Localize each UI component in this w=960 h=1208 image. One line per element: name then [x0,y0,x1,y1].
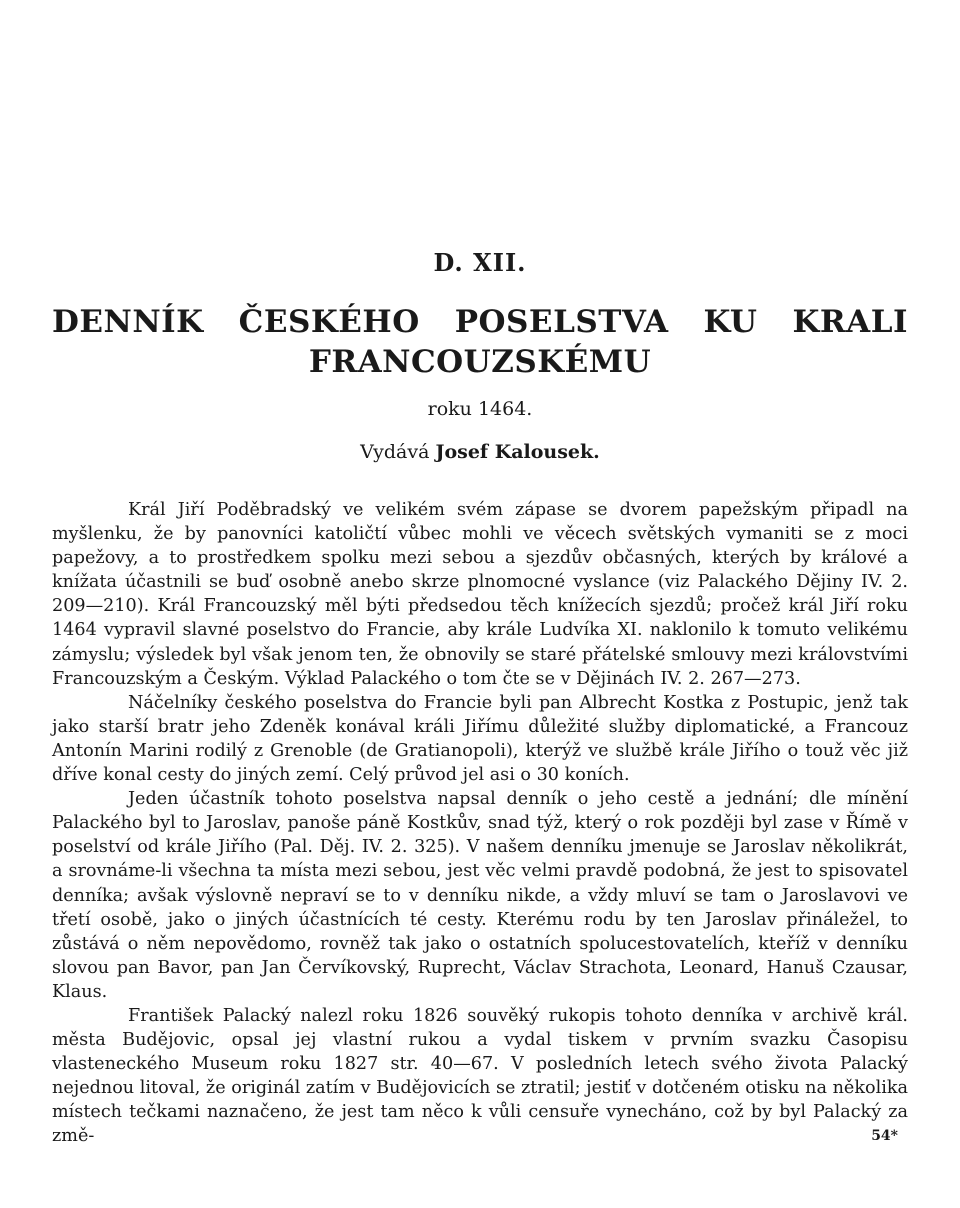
page-number: 54* [871,1128,898,1144]
paragraph: František Palacký nalezl roku 1826 souvěký rukopis tohoto denníka v archivě král. města Budějovic, opsal jej vlastní rukou a vydal tiskem v prvním svazku Časopisu vlasteneckého Museum roku 1827 str. 40—67. V posledních letech svého života Palacký nejednou litoval, že originál zatím v Budějovicích se ztratil; jestiť v dotčeném otisku na několika místech tečkami naznačeno, že jest tam něco k vůli censuře vynecháno, což by byl Palacký za změ- [52,1005,908,1147]
document-title [52,302,908,382]
body-text [52,498,908,1149]
editor-line [0,441,960,463]
editor-prefix: Vydává [360,441,430,463]
paragraph: Král Jiří Poděbradský ve velikém svém zápase se dvorem papežským připadl na myšlenku, že by panovníci katoličtí vůbec mohli ve věcech světských vymaniti se z moci papežovy, a to prostředkem spolku mezi sebou a sjezdův občasných, kterých by králové a knížata účastnili se buď osobně anebo skrze plnomocné vyslance (viz Palackého Dějiny IV. 2. 209—210). Král Francouzský měl býti předsedou těch knížecích sjezdů; pročež král Jiří roku 1464 vypravil slavné poselstvo do Francie, aby krále Ludvíka XI. naklonilo k tomuto velikému zámyslu; výsledek byl však jenom ten, že obnovily se staré přátelské smlouvy mezi královstvími Francouzským a Českým. Výklad Palackého o tom čte se v Dějinách IV. 2. 267—273. [52,500,908,689]
paragraph: Náčelníky českého poselstva do Francie byli pan Albrecht Kostka z Postupic, jenž tak jako starší bratr jeho Zdeněk konával králi Jiřímu důležité služby diplomatické, a Francouz Antonín Marini rodilý z Grenoble (de Gratianopoli), kterýž ve službě krále Jiřího o touž věc již dříve konal cesty do jiných zemí. Celý průvod jel asi o 30 koních. [52,692,908,786]
editor-name: Josef Kalousek. [435,441,600,463]
title-line-1: DENNÍK ČESKÉHO POSELSTVA KU KRALI [52,304,908,340]
paragraph: Jeden účastník tohoto poselstva napsal denník o jeho cestě a jednání; dle mínění Palackého byl to Jaroslav, panoše páně Kostkův, snad týž, který o rok později byl zase v Římě v poselství od krále Jiřího (Pal. Děj. IV. 2. 325). V našem denníku jmenuje se Jaroslav několikrát, a srovnáme-li všechna ta místa mezi sebou, jest věc velmi pravdě podobná, že jest to spisovatel denníka; avšak výslovně nepraví se to v denníku nikde, a vždy mluví se tam o Jaroslavovi ve třetí osobě, jako o jiných účastnících té cesty. Kterému rodu by ten Jaroslav přináležel, to zůstává o něm nepovědomo, rovněž tak jako o ostatních spolucestovatelích, kteříž v denníku slovou pan Bavor, pan Jan Červíkovský, Ruprecht, Václav Strachota, Leonard, Hanuš Czausar, Klaus. [52,789,908,1002]
title-line-2: FRANCOUZSKÉMU [308,344,652,380]
document-year: roku 1464. [427,398,533,420]
section-label: D. XII. [433,248,527,277]
